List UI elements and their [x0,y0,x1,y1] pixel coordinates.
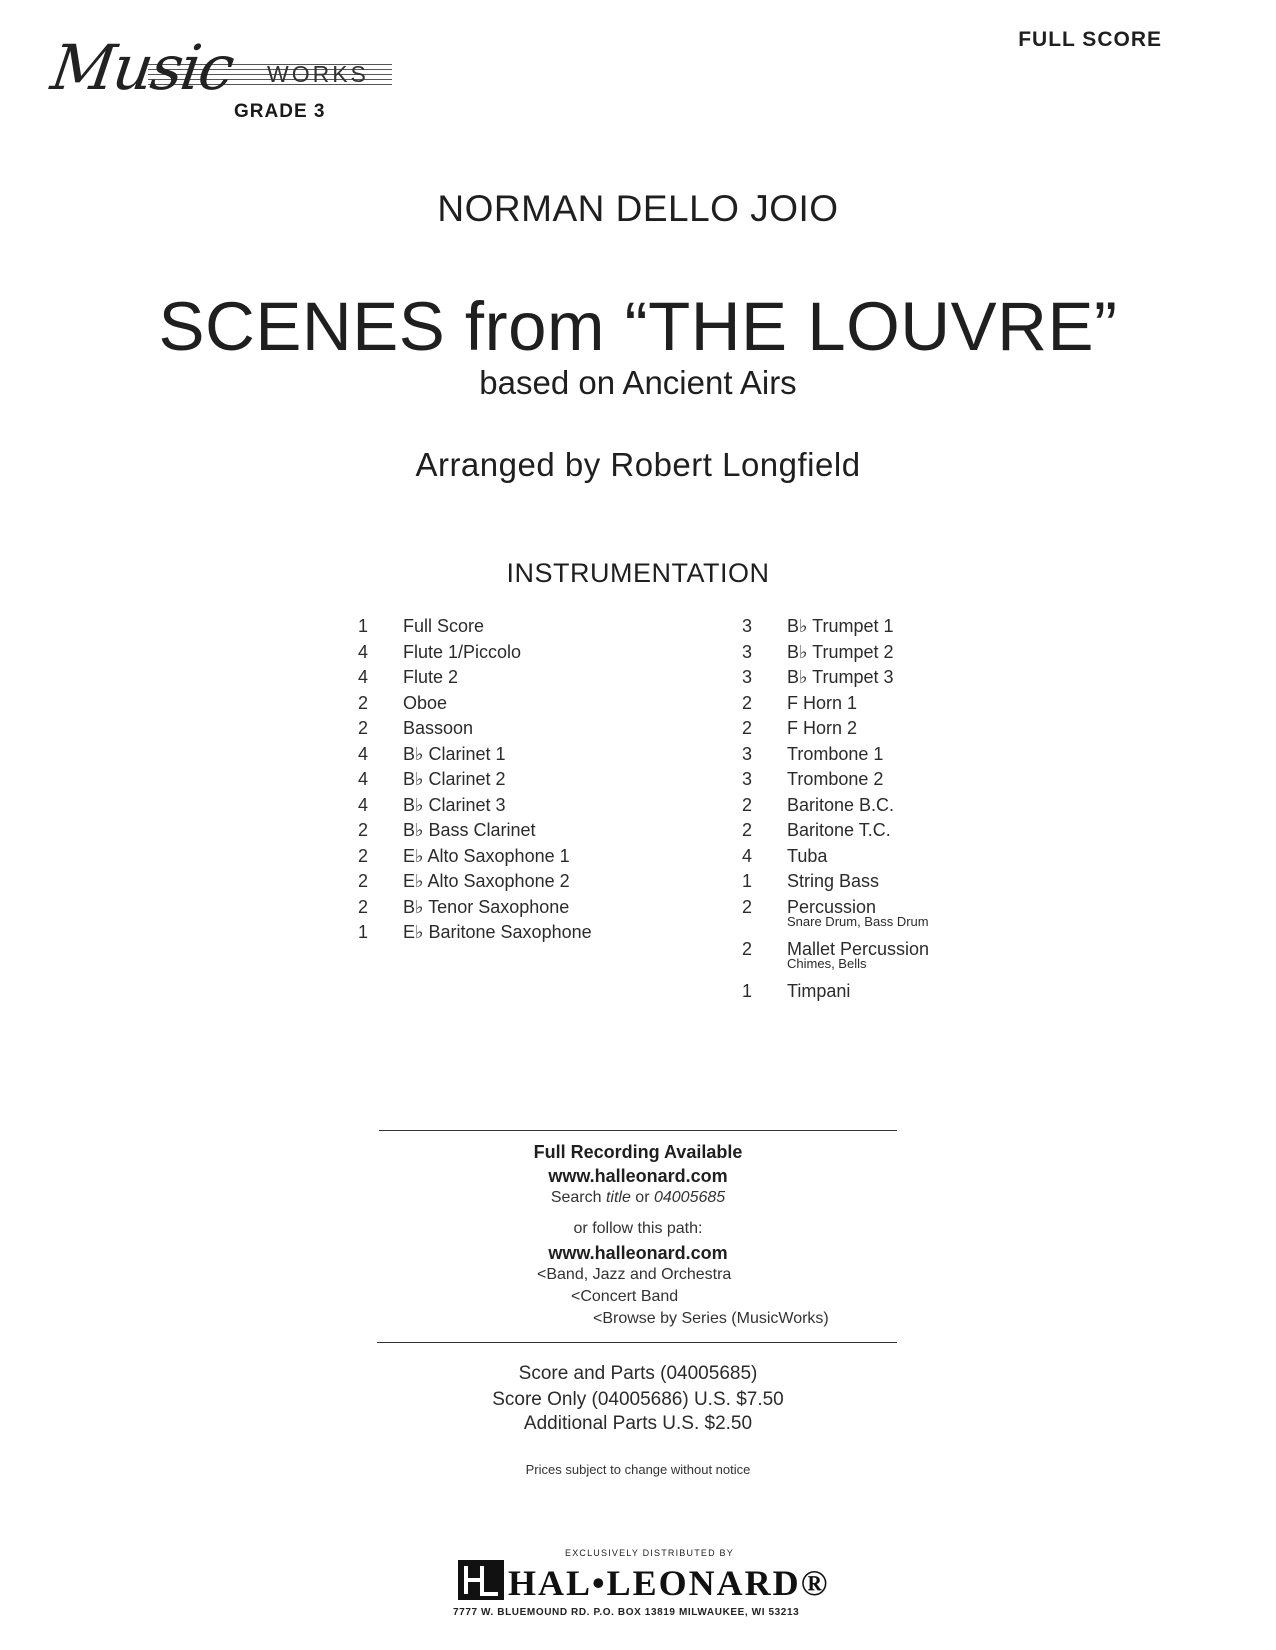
path-url[interactable]: www.halleonard.com [548,1243,728,1263]
instrument-name: B♭ Trumpet 3 [787,667,894,687]
price-score-only: Score Only (04005686) U.S. $7.50 [492,1389,784,1410]
instrument-quantity: 2 [741,938,752,959]
grade-label: GRADE 3 [234,101,326,122]
divider-top [379,1130,897,1131]
instrument-row [737,767,1057,793]
instrument-quantity: 2 [741,896,752,917]
instrument-quantity: 4 [357,743,368,764]
instrument-quantity: 4 [357,667,368,687]
instrument-name: Bassoon [403,718,474,738]
instrument-name: Tuba [787,845,828,866]
instrument-row [737,895,1057,937]
instrument-note: Snare Drum, Bass Drum [787,913,929,929]
instrument-quantity: 1 [357,922,368,942]
instrument-row [737,742,1057,768]
prices-note: Prices subject to change without notice [525,1462,751,1477]
instrument-row [737,869,1057,895]
instrument-row [353,742,673,768]
arranger-credit: Arranged by Robert Longfield [415,446,861,483]
instrument-name: Timpani [787,980,851,1001]
instrument-quantity: 1 [357,616,368,636]
instrument-row [353,895,673,921]
instrument-quantity: 2 [357,845,368,866]
instrument-row [737,937,1057,979]
distributor-address: 7777 W. BLUEMOUND RD. P.O. BOX 13819 MILWAUKEE, WI 53213 [453,1607,800,1618]
search-prefix: Search [550,1189,606,1206]
instrument-quantity: 2 [741,820,752,840]
logo-works-text: WORKS [267,61,369,87]
instrument-quantity: 2 [741,794,752,815]
full-score-label: FULL SCORE [1018,28,1162,51]
instrument-name: B♭ Bass Clarinet [403,820,536,840]
instrument-name: Flute 2 [403,667,459,687]
instrument-row [353,844,673,870]
instrument-name: Full Score [403,616,485,636]
instrument-row [737,691,1057,717]
instrumentation-heading: INSTRUMENTATION [506,558,770,588]
instrument-row [737,640,1057,666]
path-step-3: <Browse by Series (MusicWorks) [593,1310,829,1327]
instrument-row [353,665,673,691]
instrument-row [737,665,1057,691]
instrument-name: B♭ Clarinet 2 [403,769,506,789]
instrument-row [353,640,673,666]
instrument-name: F Horn 1 [787,692,858,713]
instrument-quantity: 4 [741,845,752,866]
instrument-name: Trombone 2 [787,769,884,789]
logo-script-text: Music [46,31,237,104]
instrument-quantity: 4 [357,641,368,662]
instrument-name: B♭ Trumpet 1 [787,616,894,636]
instrument-note: Chimes, Bells [787,955,867,971]
instrument-name: Percussion [787,896,877,917]
recording-url[interactable]: www.halleonard.com [548,1166,728,1186]
instrument-quantity: 3 [741,769,752,789]
instrument-quantity: 3 [741,616,752,636]
instrument-quantity: 2 [357,896,368,917]
instrument-quantity: 2 [357,820,368,840]
instrument-quantity: 3 [741,667,752,687]
price-score-and-parts: Score and Parts (04005685) [518,1363,758,1384]
instrument-name: B♭ Trumpet 2 [787,641,894,662]
instrument-quantity: 4 [357,769,368,789]
instrument-name: B♭ Tenor Saxophone [403,896,570,917]
instrument-name: Oboe [403,692,448,713]
instrument-name: Baritone B.C. [787,794,895,815]
composer-name: NORMAN DELLO JOIO [437,188,839,229]
instrument-name: Baritone T.C. [787,820,891,840]
instrument-row [737,844,1057,870]
instrument-row [353,818,673,844]
instrument-name: Mallet Percussion [787,938,930,959]
instrument-row [353,793,673,819]
instrument-name: B♭ Clarinet 3 [403,794,506,815]
search-or: or [630,1189,654,1206]
instrument-name: Trombone 1 [787,743,884,764]
instrument-name: F Horn 2 [787,718,858,738]
instrument-quantity: 3 [741,743,752,764]
instrument-row [737,979,1057,1005]
search-instructions [380,1189,896,1207]
instrument-name: String Bass [787,871,880,891]
instrument-name: E♭ Alto Saxophone 1 [403,845,570,866]
musicworks-logo [46,28,369,128]
search-code: 04005685 [653,1189,726,1206]
distributor-label: EXCLUSIVELY DISTRIBUTED BY [565,1548,734,1558]
price-additional-parts: Additional Parts U.S. $2.50 [523,1413,753,1434]
instrument-row [353,920,673,946]
instrument-name: Flute 1/Piccolo [403,641,522,662]
instrument-quantity: 2 [741,692,752,713]
search-title-word: title [605,1189,631,1206]
instrument-quantity: 1 [741,980,752,1001]
instrument-row [737,818,1057,844]
instrument-name: E♭ Baritone Saxophone [403,922,592,942]
follow-path-text: or follow this path: [573,1220,703,1237]
instrument-name: E♭ Alto Saxophone 2 [403,871,570,891]
instrument-list-right [737,614,1057,1004]
path-step-2: <Concert Band [571,1288,679,1305]
page-title: SCENES from “THE LOUVRE” [158,288,1118,365]
instrument-quantity: 2 [741,718,752,738]
instrument-row [737,614,1057,640]
instrument-quantity: 3 [741,641,752,662]
instrument-quantity: 2 [357,718,368,738]
instrument-row [737,793,1057,819]
instrument-list-left [353,614,673,946]
instrument-quantity: 2 [357,692,368,713]
instrument-row [353,767,673,793]
subtitle: based on Ancient Airs [479,364,797,401]
instrument-row [353,691,673,717]
path-step-1: <Band, Jazz and Orchestra [537,1266,732,1283]
instrument-row [737,716,1057,742]
hal-leonard-wordmark: HAL•LEONARD® [508,1563,830,1603]
instrument-quantity: 2 [357,871,368,891]
instrument-name: B♭ Clarinet 1 [403,743,506,764]
divider-bottom [377,1342,897,1343]
instrument-quantity: 1 [741,871,752,891]
instrument-quantity: 4 [357,794,368,815]
instrument-row [353,614,673,640]
recording-heading: Full Recording Available [533,1142,743,1162]
instrument-row [353,869,673,895]
instrument-row [353,716,673,742]
hal-leonard-logo-icon [458,1560,504,1600]
